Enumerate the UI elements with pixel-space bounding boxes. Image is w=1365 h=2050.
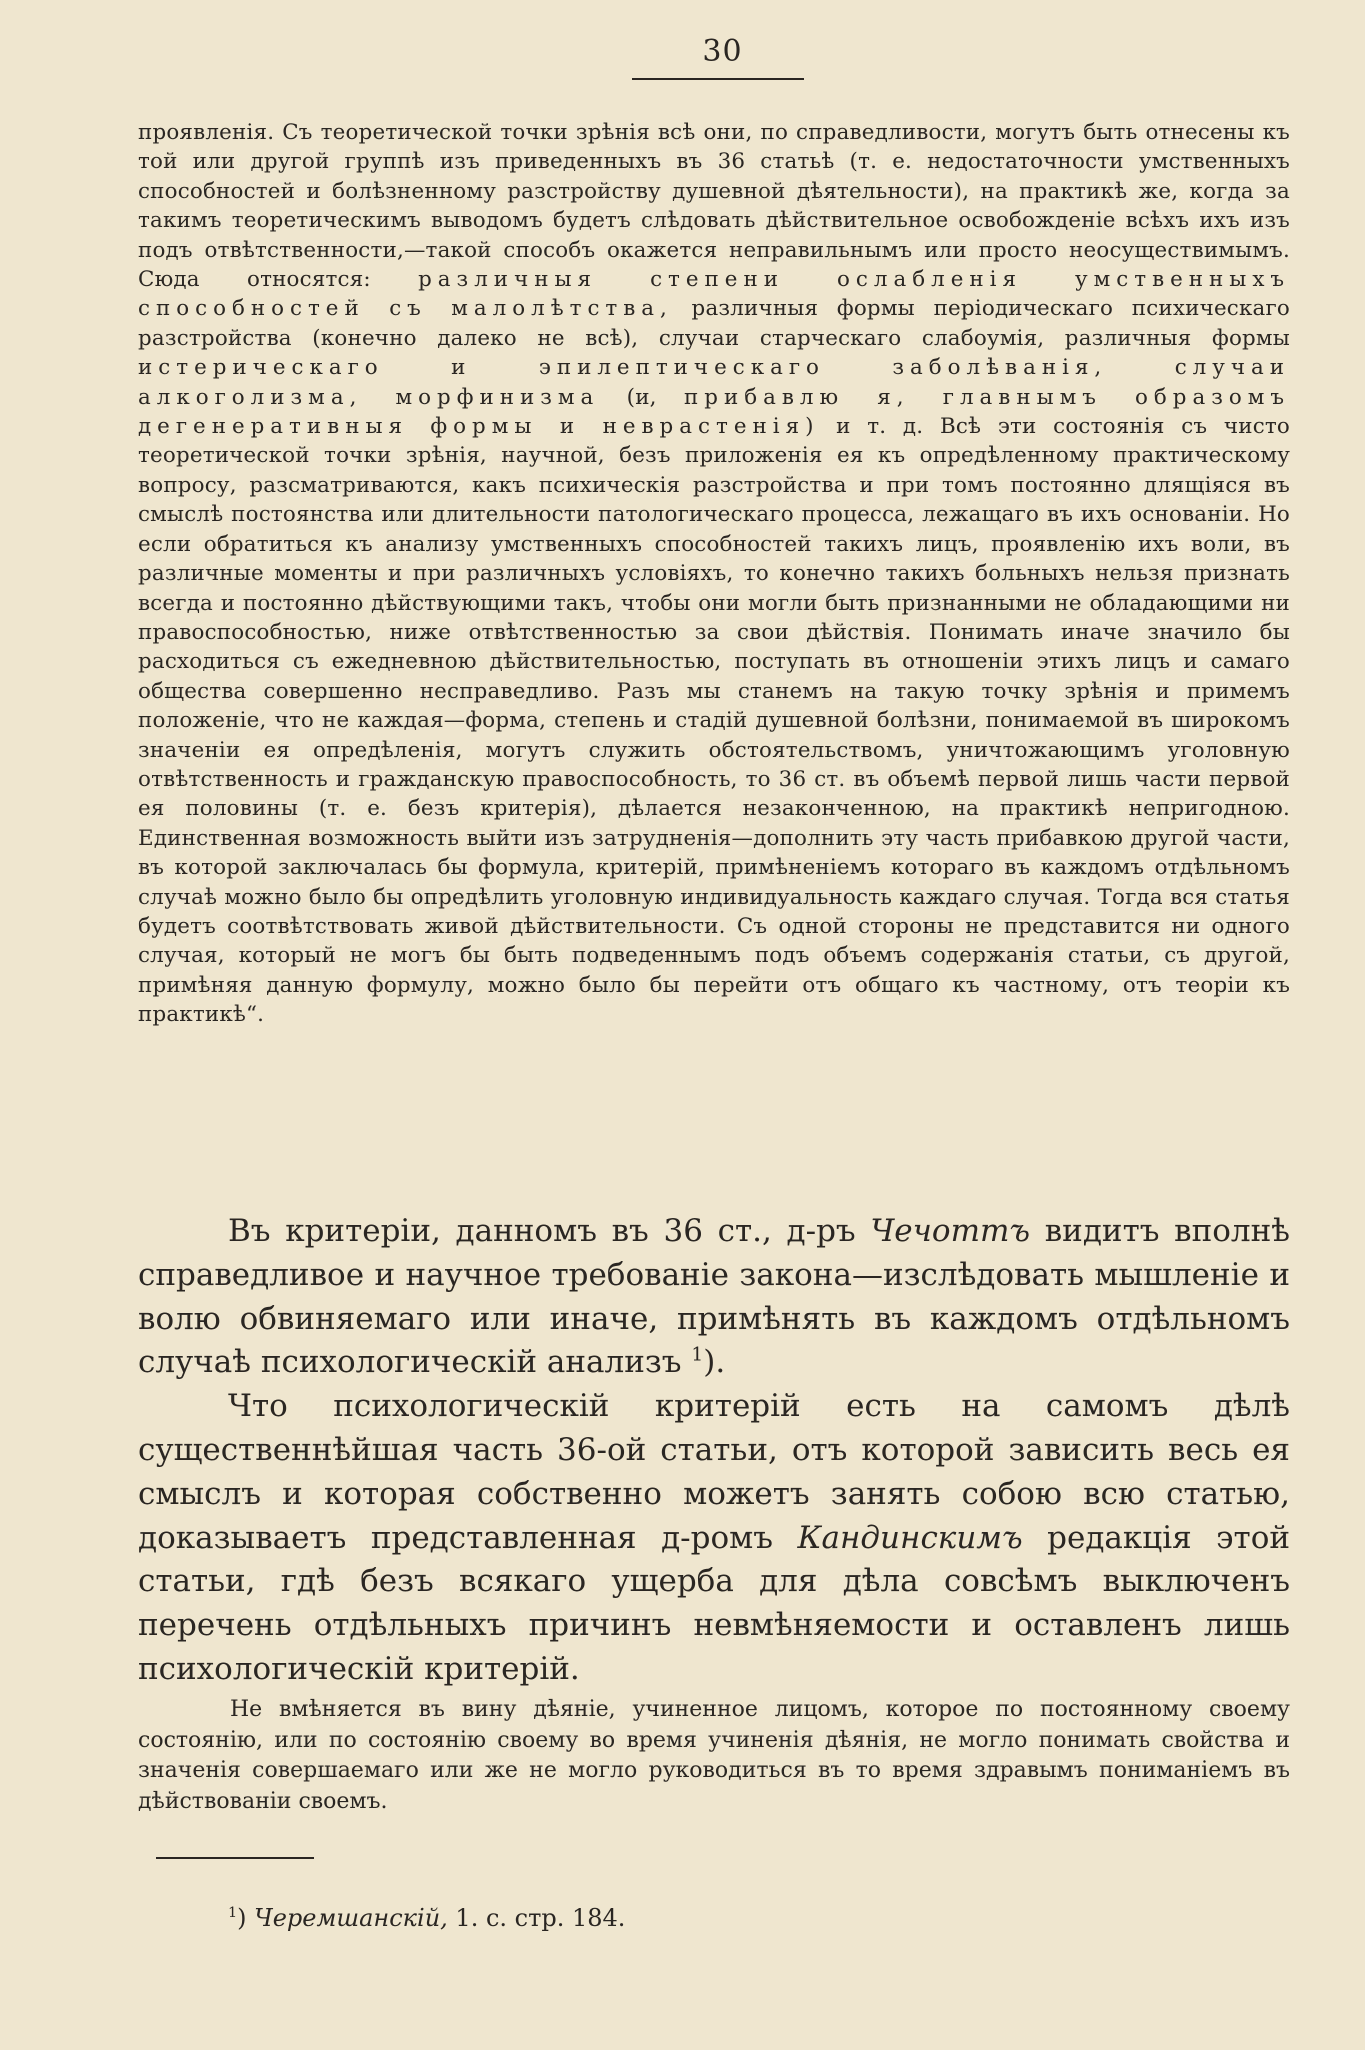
main-p2-text-b: редакція этой статьи, гдѣ безъ всякаго ущерба для дѣла совсѣмъ выключенъ перечень отдѣльныхъ причинъ невмѣняемости и оставленъ лишь психологическій критерій. — [138, 1519, 1291, 1687]
main-paragraph-2 — [138, 1385, 1290, 1692]
page-number: 30 — [702, 34, 743, 69]
quoted-passage — [138, 118, 1290, 1030]
main-p1-text-b: видитъ вполнѣ справедливое и научное требованіе закона—изслѣдовать мышленіе и волю обвиняемаго или иначе, примѣнять въ каждомъ отдѣльномъ случаѣ психологическій анализъ — [138, 1213, 1290, 1381]
quote-text-c: (и, — [626, 384, 657, 410]
author-name-kandinsky: Кандинскимъ — [797, 1519, 1023, 1556]
page-number-rule — [632, 78, 804, 80]
quote-spaced-text-1: различныя степени ослабленія умственныхъ способностей съ малолѣтства, — [138, 267, 1290, 322]
quote-text-a: проявленія. Съ теоретической точки зрѣнія всѣ они, по справедливости, могутъ быть отнесены къ той или другой группѣ изъ приведенныхъ въ 36 статьѣ (т. е. недостаточности умственныхъ способностей и болѣзненному разстройству душевной дѣятельности), на практикѣ же, когда за такимъ теоретическимъ выводомъ будетъ слѣдовать дѣйствительное освобожденіе всѣхъ ихъ изъ подъ отвѣтственности,—такой способъ окажется неправильнымъ или просто неосуществимымъ. Сюда относятся: — [138, 120, 1290, 293]
law-paragraph: Не вмѣняется въ вину дѣяніе, учиненное лицомъ, которое по постоянному своему состоянію, или по состоянію своему во время учиненія дѣянія, не могло понимать свойства и значенія совершаемаго или же не могло руководиться въ то время здравымъ пониманіемъ въ дѣйствованіи своемъ. — [138, 1697, 1290, 1814]
footnote-marker: 1 — [228, 1905, 238, 1921]
footnote-paren: ) — [237, 1904, 247, 1932]
quote-paragraph — [138, 118, 1290, 1030]
main-paragraph-1 — [138, 1210, 1290, 1385]
main-p1-text-a: Въ критеріи, данномъ въ 36 ст., д-ръ — [228, 1213, 856, 1249]
footnote-rule — [156, 1857, 314, 1859]
author-name-chechott: Чечоттъ — [870, 1213, 1031, 1249]
law-article-text — [138, 1695, 1290, 1817]
quote-spaced-text-2: истерическаго и эпилептическаго заболѣванія, случаи алкоголизма, морфинизма — [138, 355, 1290, 410]
footnote — [228, 1902, 625, 1934]
footnote-source: 1. c. стр. 184. — [455, 1904, 626, 1932]
footnote-author: Черемшанскій, — [254, 1904, 448, 1932]
quote-text-d: и т. д. Всѣ эти состоянія съ чисто теоретической точки зрѣнія, научной, безъ приложенія ея къ опредѣленному практическому вопросу, разсматриваются, какъ психическія разстройства и при томъ постоянно длящіяся въ смыслѣ постоянства или длительности патологическаго процесса, лежащаго въ ихъ основаніи. Но если обратиться къ анализу умственныхъ способностей такихъ лицъ, проявленію ихъ воли, въ различные моменты и при различныхъ условіяхъ, то конечно такихъ больныхъ нельзя признать всегда и постоянно дѣйствующими такъ, чтобы они могли быть признанными не обладающими ни правоспособностью, ниже отвѣтственностью за свои дѣйствія. Понимать иначе значило бы расходиться съ ежедневною дѣйствительностью, поступать въ отношеніи этихъ лицъ и самаго общества совершенно несправедливо. Разъ мы станемъ на такую точку зрѣнія и примемъ положеніе, что не каждая—форма, степень и стадій душевной болѣзни, понимаемой въ широкомъ значеніи ея опредѣленія, могутъ служить обстоятельствомъ, уничтожающимъ уголовную отвѣтственность и гражданскую правоспособность, то 36 ст. въ объемѣ первой лишь части первой ея половины (т. е. безъ критерія), дѣлается незаконченною, на практикѣ непригодною. Единственная возможность выйти изъ затрудненія—дополнить эту часть прибавкою другой части, въ которой заключалась бы формула, критерій, примѣненіемъ котораго въ каждомъ отдѣльномъ случаѣ можно было бы опредѣлить уголовную индивидуальность каждаго случая. Тогда вся статья будетъ соотвѣтствовать живой дѣйствительности. Съ одной стороны не представится ни одного случая, который не могъ бы быть подведеннымъ подъ объемъ содержанія статьи, съ другой, примѣняя данную формулу, можно было бы перейти отъ общаго къ частному, отъ теоріи къ практикѣ“. — [138, 414, 1291, 1028]
main-p2-text-a: Что психологическій критерій есть на самомъ дѣлѣ существеннѣйшая часть 36-ой статьи, отъ которой зависить весь ея смыслъ и которая собственно можетъ занять собою всю статью, доказываетъ представленная д-ромъ — [138, 1388, 1290, 1556]
main-p1-text-c: ). — [703, 1344, 726, 1381]
quote-text-b: различныя формы періодическаго психическаго разстройства (конечно далеко не всѣ), случаи старческаго слабоумія, различныя формы — [138, 296, 1290, 351]
quote-spaced-text-3: прибавлю я, главнымъ образомъ дегенеративныя формы и неврастенія) — [138, 384, 1291, 440]
footnote-reference[interactable]: 1 — [691, 1345, 704, 1367]
main-text — [138, 1210, 1290, 1692]
